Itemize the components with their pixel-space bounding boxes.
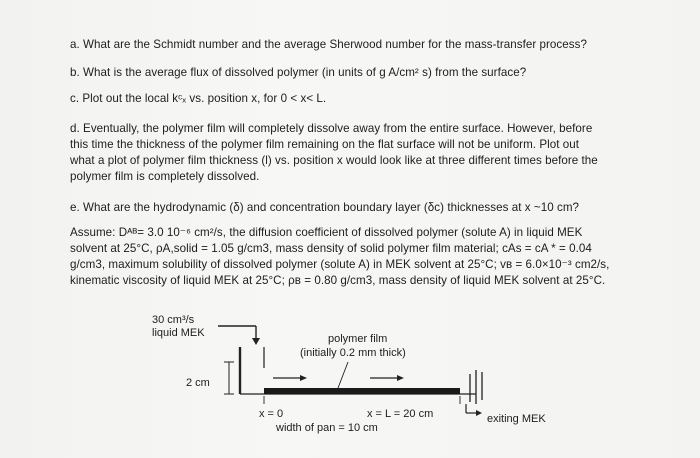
- inlet-fluid-label: liquid MEK: [152, 327, 205, 339]
- film-label: polymer film: [328, 333, 388, 345]
- x-end-label: x = L = 20 cm: [367, 408, 434, 420]
- question-d-line-4: polymer film is completely dissolved.: [70, 170, 260, 183]
- pan-width-label: width of pan = 10 cm: [276, 422, 378, 434]
- assumptions-line-3: g/cm3, maximum solubility of dissolved polymer (solute A) in MEK solvent at 25°C; vʙ = 6.0×10⁻³ cm2/s,: [70, 258, 610, 271]
- question-d-line-1: d. Eventually, the polymer film will completely dissolve away from the entire surface. However, before: [70, 122, 593, 135]
- question-a: a. What are the Schmidt number and the average Sherwood number for the mass-transfer process?: [70, 38, 587, 51]
- x-start-label: x = 0: [259, 408, 284, 420]
- question-b: b. What is the average flux of dissolved polymer (in units of g A/cm² s) from the surface?: [70, 66, 527, 79]
- inlet-arrowhead: [252, 338, 260, 345]
- outlet-label: exiting MEK: [487, 413, 546, 425]
- height-label: 2 cm: [186, 377, 210, 389]
- question-d-line-2: this time the thickness of the polymer film remaining on the flat surface will not be uniform. Plot out: [70, 138, 580, 151]
- inlet-flow-label: 30 cm³/s: [152, 314, 195, 326]
- assumptions-line-4: kinematic viscosity of liquid MEK at 25°C; ρʙ = 0.80 g/cm3, mass density of liquid MEK solvent at 25°C.: [70, 274, 606, 287]
- flow-arrowhead-2: [397, 375, 404, 381]
- question-d-line-3: what a plot of polymer film thickness (l) vs. position x would look like at three different times before the: [70, 154, 598, 167]
- assumptions-line-2: solvent at 25°C, ρA,solid = 1.05 g/cm3, mass density of solid polymer film material; cAs = cA * = 0.04: [70, 242, 592, 255]
- film-leader-line: [338, 362, 348, 388]
- polymer-film: [264, 388, 460, 394]
- assumptions-line-1: Assume: Dᴬᴮ= 3.0 10⁻⁶ cm²/s, the diffusion coefficient of dissolved polymer (solute A) in liquid MEK: [70, 226, 583, 239]
- flow-arrowhead-1: [300, 375, 307, 381]
- outlet-arrowhead: [476, 410, 482, 416]
- question-e: e. What are the hydrodynamic (δ) and concentration boundary layer (δc) thicknesses at x ~10 cm?: [70, 201, 580, 214]
- question-c: c. Plot out the local kᶜₓ vs. position x, for 0 < x< L.: [70, 92, 327, 105]
- film-thickness-label: (initially 0.2 mm thick): [300, 347, 406, 359]
